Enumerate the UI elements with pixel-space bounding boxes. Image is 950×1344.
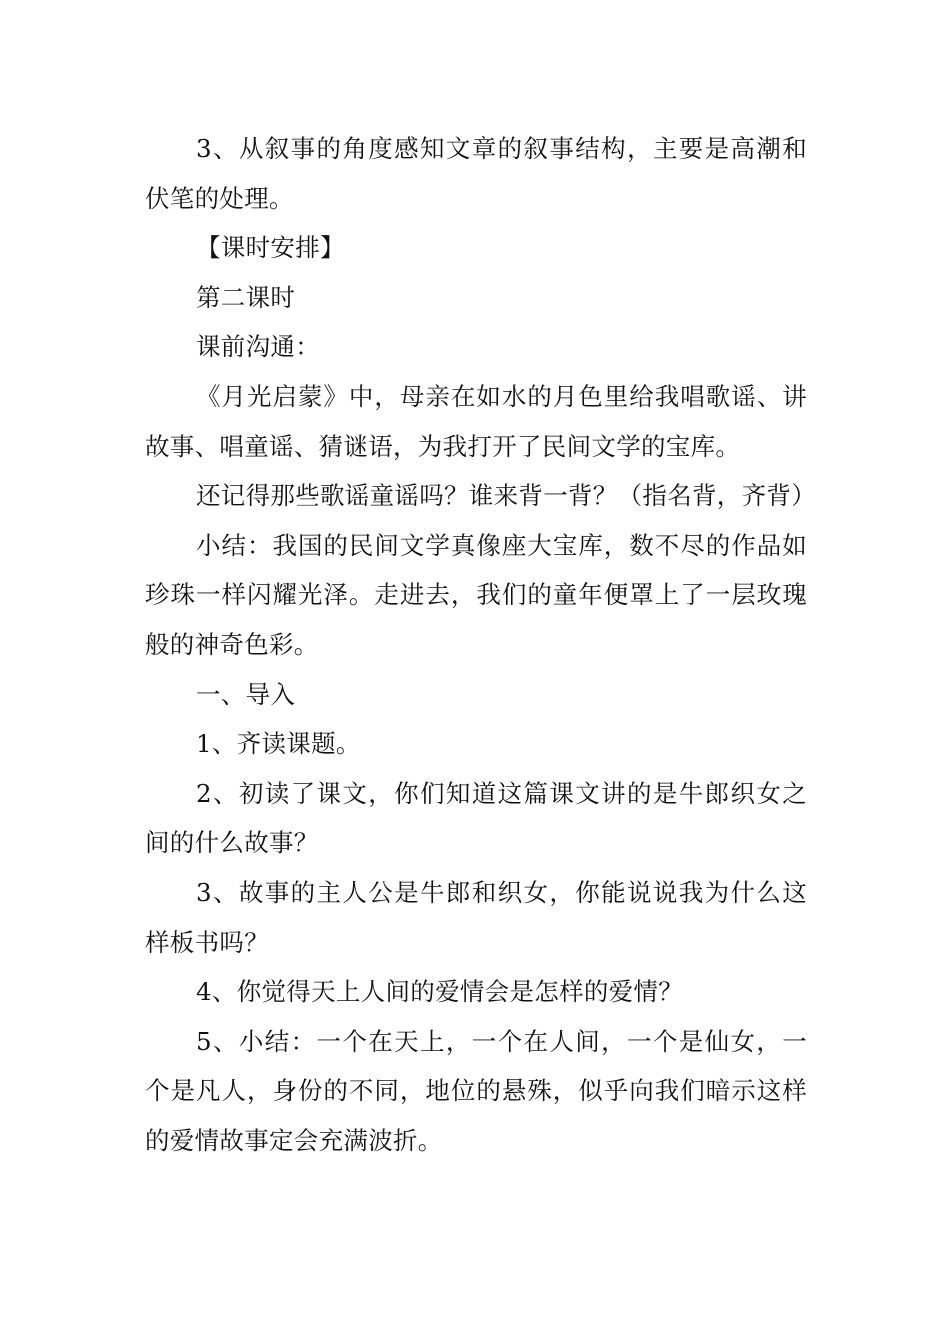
list-item-2: 2、初读了课文，你们知道这篇课文讲的是牛郎织女之间的什么故事？ bbox=[145, 778, 807, 858]
pre-class-heading: 课前沟通： bbox=[196, 332, 320, 362]
paragraph-moonlight-intro: 《月光启蒙》中，母亲在如水的月色里给我唱歌谣、讲故事、唱童谣、猜谜语，为我打开了民间文学的宝库。 bbox=[145, 381, 807, 461]
heading-lesson-arrangement: 【课时安排】 bbox=[196, 233, 345, 263]
list-item-4: 4、你觉得天上人间的爱情会是怎样的爱情？ bbox=[196, 977, 684, 1007]
list-item-1: 1、齐读课题。 bbox=[196, 729, 361, 759]
section-heading-introduction: 一、导入 bbox=[196, 679, 296, 709]
list-item-3: 3、故事的主人公是牛郎和织女，你能说说我为什么这样板书吗？ bbox=[145, 877, 807, 957]
lesson-period-label: 第二课时 bbox=[196, 282, 296, 312]
paragraph-objective-3: 3、从叙事的角度感知文章的叙事结构，主要是高潮和伏笔的处理。 bbox=[145, 134, 807, 213]
paragraph-summary-folk-literature: 小结：我国的民间文学真像座大宝库，数不尽的作品如珍珠一样闪耀光泽。走进去，我们的童年便罩上了一层玫瑰般的神奇色彩。 bbox=[145, 530, 807, 659]
list-item-5: 5、小结：一个在天上，一个在人间，一个是仙女，一个是凡人，身份的不同，地位的悬殊，似乎向我们暗示这样的爱情故事定会充满波折。 bbox=[145, 1026, 807, 1155]
document-body bbox=[145, 124, 816, 1165]
paragraph-recite-question: 还记得那些歌谣童谣吗？谁来背一背？（指名背，齐背） bbox=[196, 481, 816, 511]
